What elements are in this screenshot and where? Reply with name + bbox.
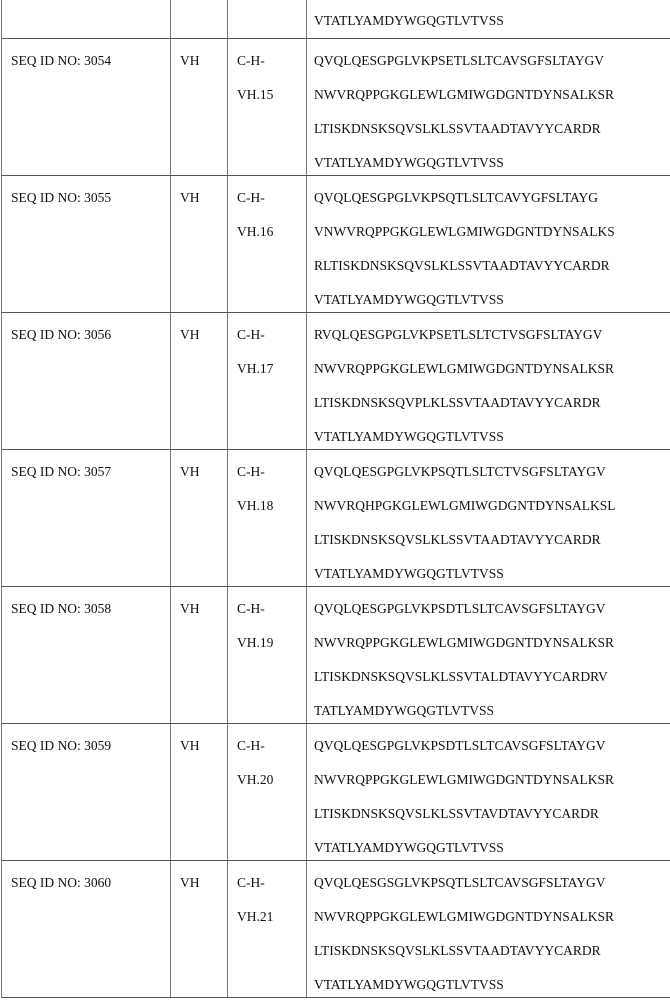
name-cell [228, 176, 307, 312]
sequence-cell [307, 861, 670, 997]
seq-id: SEQ ID NO: 3055 [11, 181, 170, 215]
sequence-line: VTATLYAMDYWGQGTLVTVSS [314, 831, 670, 865]
sequence-line: NWVRQHPGKGLEWLGMIWGDGNTDYNSALKSL [314, 489, 670, 523]
name-cell [228, 861, 307, 997]
sequence-line: VTATLYAMDYWGQGTLVTVSS [314, 968, 670, 1002]
sequence-line: QVQLQESGPGLVKPSQTLSLTCAVYGFSLTAYG [314, 181, 670, 215]
sequence-line: VNWVRQPPGKGLEWLGMIWGDGNTDYNSALKS [314, 215, 670, 249]
seq-id: SEQ ID NO: 3059 [11, 729, 170, 763]
seq-id: SEQ ID NO: 3054 [11, 44, 170, 78]
type-cell [171, 724, 228, 860]
sequence-line: NWVRQPPGKGLEWLGMIWGDGNTDYNSALKSR [314, 763, 670, 797]
sequence-line: NWVRQPPGKGLEWLGMIWGDGNTDYNSALKSR [314, 900, 670, 934]
sequence-line: RLTISKDNSKSQVSLKLSSVTAADTAVYYCARDR [314, 249, 670, 283]
construct-name-line: C-H- [237, 181, 306, 215]
construct-name-line: C-H- [237, 729, 306, 763]
name-cell [228, 587, 307, 723]
construct-name-line: C-H- [237, 592, 306, 626]
sequence-cell [307, 0, 670, 38]
construct-name-line: C-H- [237, 44, 306, 78]
chain-type: VH [180, 44, 227, 78]
sequence-cell [307, 313, 670, 449]
sequence-cell [307, 724, 670, 860]
table-row-continued [2, 0, 670, 39]
table-row [2, 861, 670, 998]
construct-name-line: VH.17 [237, 352, 306, 386]
sequence-line: LTISKDNSKSQVSLKLSSVTAVDTAVYYCARDR [314, 797, 670, 831]
construct-name-line: C-H- [237, 318, 306, 352]
sequence-line: LTISKDNSKSQVSLKLSSVTAADTAVYYCARDR [314, 934, 670, 968]
construct-name-line: VH.21 [237, 900, 306, 934]
sequence-line: LTISKDNSKSQVSLKLSSVTAADTAVYYCARDR [314, 112, 670, 146]
name-cell [228, 39, 307, 175]
construct-name-line: C-H- [237, 866, 306, 900]
sequence-line: VTATLYAMDYWGQGTLVTVSS [314, 557, 670, 591]
type-cell [171, 861, 228, 997]
sequence-cell [307, 39, 670, 175]
sequence-line: QVQLQESGPGLVKPSDTLSLTCAVSGFSLTAYGV [314, 729, 670, 763]
type-cell [171, 450, 228, 586]
sequence-line: LTISKDNSKSQVSLKLSSVTAADTAVYYCARDR [314, 523, 670, 557]
table-row [2, 176, 670, 313]
construct-name-line: C-H- [237, 455, 306, 489]
seq-id: SEQ ID NO: 3058 [11, 592, 170, 626]
sequence-line: QVQLQESGPGLVKPSQTLSLTCTVSGFSLTAYGV [314, 455, 670, 489]
type-cell [171, 176, 228, 312]
type-cell [171, 0, 228, 38]
sequence-line: QVQLQESGPGLVKPSDTLSLTCAVSGFSLTAYGV [314, 592, 670, 626]
construct-name-line: VH.19 [237, 626, 306, 660]
sequence-line: LTISKDNSKSQVPLKLSSVTAADTAVYYCARDR [314, 386, 670, 420]
sequence-line: VTATLYAMDYWGQGTLVTVSS [314, 283, 670, 317]
sequence-line: VTATLYAMDYWGQGTLVTVSS [314, 420, 670, 454]
table-row [2, 313, 670, 450]
chain-type: VH [180, 318, 227, 352]
chain-type: VH [180, 181, 227, 215]
chain-type: VH [180, 592, 227, 626]
table-row [2, 39, 670, 176]
table-row [2, 724, 670, 861]
name-cell [228, 313, 307, 449]
construct-name-line: VH.16 [237, 215, 306, 249]
seq-id: SEQ ID NO: 3057 [11, 455, 170, 489]
sequence-line: VTATLYAMDYWGQGTLVTVSS [314, 4, 670, 38]
sequence-line: NWVRQPPGKGLEWLGMIWGDGNTDYNSALKSR [314, 78, 670, 112]
seq-id-cell [2, 176, 171, 312]
seq-id: SEQ ID NO: 3060 [11, 866, 170, 900]
table-row [2, 450, 670, 587]
seq-id-cell [2, 39, 171, 175]
type-cell [171, 39, 228, 175]
sequence-line: VTATLYAMDYWGQGTLVTVSS [314, 146, 670, 180]
sequence-line: TATLYAMDYWGQGTLVTVSS [314, 694, 670, 728]
sequence-line: RVQLQESGPGLVKPSETLSLTCTVSGFSLTAYGV [314, 318, 670, 352]
seq-id-cell [2, 861, 171, 997]
name-cell [228, 724, 307, 860]
sequence-cell [307, 587, 670, 723]
sequence-line: NWVRQPPGKGLEWLGMIWGDGNTDYNSALKSR [314, 626, 670, 660]
type-cell [171, 313, 228, 449]
chain-type: VH [180, 729, 227, 763]
name-cell [228, 450, 307, 586]
sequence-line: QVQLQESGPGLVKPSETLSLTCAVSGFSLTAYGV [314, 44, 670, 78]
name-cell [228, 0, 307, 38]
construct-name-line: VH.20 [237, 763, 306, 797]
chain-type: VH [180, 866, 227, 900]
type-cell [171, 587, 228, 723]
sequence-cell [307, 450, 670, 586]
seq-id-cell [2, 724, 171, 860]
chain-type: VH [180, 455, 227, 489]
sequence-cell [307, 176, 670, 312]
construct-name-line: VH.15 [237, 78, 306, 112]
sequence-line: NWVRQPPGKGLEWLGMIWGDGNTDYNSALKSR [314, 352, 670, 386]
sequence-table [1, 0, 670, 998]
sequence-line: QVQLQESGSGLVKPSQTLSLTCAVSGFSLTAYGV [314, 866, 670, 900]
seq-id-cell [2, 587, 171, 723]
construct-name-line: VH.18 [237, 489, 306, 523]
seq-id-cell [2, 313, 171, 449]
seq-id-cell [2, 450, 171, 586]
sequence-line: LTISKDNSKSQVSLKLSSVTALDTAVYYCARDRV [314, 660, 670, 694]
table-row [2, 587, 670, 724]
seq-id-cell [2, 0, 171, 38]
seq-id: SEQ ID NO: 3056 [11, 318, 170, 352]
